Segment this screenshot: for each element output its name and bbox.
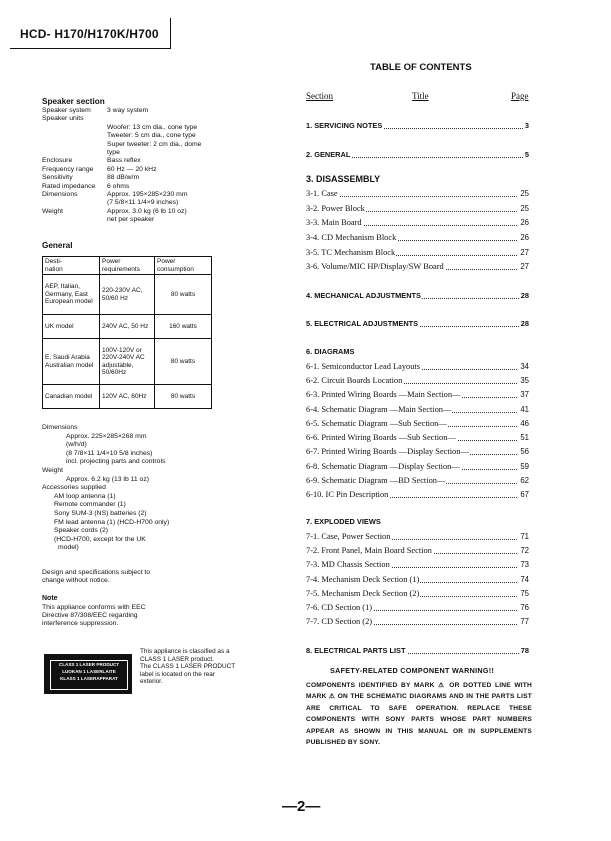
spec-label: Weight — [42, 207, 64, 215]
toc-entry — [306, 418, 529, 430]
power-table — [42, 256, 212, 409]
toc-entry-title: 3-1. Case — [306, 189, 338, 198]
toc-entry — [306, 290, 529, 302]
toc-entry-title: 2. GENERAL — [306, 150, 351, 159]
toc-entry-title: 1. SERVICING NOTES — [306, 121, 383, 130]
toc-entry-page: 25 — [520, 189, 529, 198]
spec-value: Bass reflex — [107, 157, 141, 165]
table-row — [43, 339, 212, 385]
general-spec-line: Speaker cords (2) — [54, 527, 109, 535]
eec-note-line: Directive 87/308/EEC regarding — [42, 612, 138, 620]
general-spec-line: Approx. 6.2 kg (13 lb 11 oz) — [66, 475, 149, 483]
spec-value: (7 5/8×11 1/4×9 inches) — [107, 199, 179, 207]
toc-entry-title: 3-2. Power Block — [306, 204, 365, 213]
toc-entry — [306, 375, 529, 387]
toc-entry-page: 74 — [520, 575, 529, 584]
table-row — [43, 385, 212, 409]
requirements-cell: 120V AC, 60Hz — [100, 385, 155, 409]
laser-label-text — [50, 660, 128, 690]
spec-label: Dimensions — [42, 191, 78, 198]
general-spec-line: FM lead antenna (1) (HCD-H700 only) — [54, 518, 170, 526]
toc-entry — [306, 217, 529, 229]
toc-entry-title: 8. ELECTRICAL PARTS LIST — [306, 646, 406, 655]
general-spec-line: Sony SUM-3 (NS) batteries (2) — [54, 510, 147, 517]
toc-entry-page: 35 — [520, 376, 529, 385]
toc-entry-title: 6-5. Schematic Diagram —Sub Section— — [306, 419, 447, 428]
toc-title: TABLE OF CONTENTS — [370, 62, 472, 73]
toc-entry — [306, 559, 529, 571]
toc-entry-title: 7-6. CD Section (1) — [306, 603, 373, 612]
toc-entry-page: 51 — [520, 433, 529, 442]
toc-entry-page: 27 — [520, 248, 529, 257]
laser-label-line: CLASS 1 LASER PRODUCT — [58, 662, 120, 667]
spec-label: Sensitivity — [42, 174, 73, 182]
toc-entry-page: 75 — [520, 589, 529, 598]
toc-entry-title: 6-7. Printed Wiring Boards —Display Section— — [306, 447, 469, 456]
toc-entry-page: 34 — [520, 362, 529, 371]
toc-entry — [306, 588, 529, 600]
table-row — [43, 275, 212, 315]
toc-entry-title: 3-6. Volume/MIC HP/Display/SW Board — [306, 262, 444, 271]
toc-entry-page: 76 — [520, 603, 529, 612]
model-title: HCD- H170/H170K/H700 — [20, 27, 159, 41]
toc-entry-title: 6-1. Semiconductor Lead Layouts — [306, 362, 420, 371]
toc-entry-page: 5 — [524, 150, 529, 159]
toc-entry — [306, 404, 529, 416]
toc-entry — [306, 361, 529, 373]
toc-entry-title: 5. ELECTRICAL ADJUSTMENTS — [306, 319, 419, 328]
section-column-header: Section — [306, 91, 333, 101]
toc-entry-page: 28 — [520, 319, 529, 328]
consumption-cell: 80 watts — [155, 385, 212, 409]
toc-entry — [306, 261, 529, 273]
destination-cell: E, Saudi Arabia Australian model — [43, 339, 100, 385]
requirements-cell: 220-230V AC, 50/60 Hz — [100, 275, 155, 315]
toc-entry — [306, 389, 529, 401]
general-spec-line: Accessories supplied — [42, 484, 106, 492]
toc-entry-title: 7-5. Mechanism Deck Section (2) — [306, 589, 420, 598]
toc-entry — [306, 149, 529, 161]
general-spec-line: (8 7/8×11 1/4×10 5/8 inches) — [66, 449, 153, 457]
toc-entry-title: 6-6. Printed Wiring Boards —Sub Section— — [306, 433, 456, 442]
page-column-header: Page — [511, 91, 529, 101]
laser-label-line: KLASS 1 LASERAPPARAT — [60, 676, 118, 681]
consumption-cell: 160 watts — [155, 315, 212, 339]
general-spec-line: Dimensions — [42, 424, 78, 431]
toc-entry-page: 26 — [520, 233, 529, 242]
toc-entry-page: 73 — [520, 560, 529, 569]
general-spec-line: Weight — [42, 467, 64, 474]
laser-text-line: exterior. — [140, 678, 163, 686]
general-spec-line: (w/h/d) — [66, 441, 87, 449]
toc-entry-title: 6-4. Schematic Diagram —Main Section— — [306, 405, 452, 414]
spec-value: Super tweeter: 2 cm dia., dome — [107, 140, 202, 148]
toc-entry-title: 7-4. Mechanism Deck Section (1) — [306, 575, 420, 584]
consumption-cell: 80 watts — [155, 275, 212, 315]
toc-entry — [306, 318, 529, 330]
spec-value: 3 way system — [107, 107, 149, 114]
spec-label: Speaker units — [42, 115, 84, 123]
speaker-heading: Speaker section — [42, 97, 105, 106]
spec-value: Approx. 3.0 kg (6 lb 10 oz) — [107, 207, 187, 215]
general-spec-line: Approx. 225×285×268 mm — [66, 432, 147, 440]
destination-cell: Canadian model — [43, 385, 100, 409]
toc-entry-page: 78 — [520, 646, 529, 655]
laser-text-line: label is located on the rear — [140, 670, 215, 678]
consumption-cell: 80 watts — [155, 339, 212, 385]
toc-entry — [306, 489, 529, 501]
safety-warning-heading: SAFETY-RELATED COMPONENT WARNING!! — [330, 666, 495, 675]
spec-label: Enclosure — [42, 157, 73, 165]
toc-entry — [306, 432, 529, 444]
toc-entry — [306, 203, 529, 215]
toc-entry — [306, 616, 529, 628]
requirements-cell: 100V-120V or 220V-240V AC adjustable, 50/60Hz — [100, 339, 155, 385]
spec-value: 6 ohms — [107, 182, 130, 190]
power-table-header-destination: Desti- nation — [43, 257, 100, 275]
laser-text-line: CLASS 1 LASER product. — [140, 655, 214, 663]
laser-label — [44, 654, 132, 694]
toc-entry-page: 25 — [520, 204, 529, 213]
toc-entry-title: 7-2. Front Panel, Main Board Section — [306, 546, 432, 555]
spec-value: 88 dB/w/m — [107, 174, 140, 182]
spec-value: 60 Hz — 20 kHz — [107, 165, 157, 173]
toc-entry — [306, 446, 529, 458]
general-spec-line: (HCD-H700, except for the UK — [54, 535, 146, 543]
toc-entry-title: 7-7. CD Section (2) — [306, 617, 373, 626]
general-spec-line: Remote commander (1) — [54, 501, 126, 509]
toc-entry-title: 3-3. Main Board — [306, 218, 362, 227]
toc-section-heading: 3. DISASSEMBLY — [306, 174, 381, 184]
toc-entry — [306, 120, 529, 132]
requirements-cell: 240V AC, 50 Hz — [100, 315, 155, 339]
leader-dots — [306, 196, 529, 197]
eec-note — [42, 604, 146, 629]
toc-entry — [306, 188, 529, 200]
eec-note-line: interference suppression. — [42, 620, 119, 628]
spec-value: Woofer: 13 cm dia., cone type — [107, 123, 198, 131]
laser-classification-text — [140, 648, 235, 686]
toc-entry-title: 3-5. TC Mechanism Block — [306, 248, 396, 257]
spec-value: Tweeter: 5 cm dia., cone type — [107, 132, 196, 140]
toc-entry-title: 7-1. Case, Power Section — [306, 532, 391, 541]
toc-entry-page: 3 — [524, 121, 529, 130]
general-spec-line: AM loop antenna (1) — [54, 492, 116, 500]
toc-entry — [306, 545, 529, 557]
toc-entry-page: 56 — [520, 447, 529, 456]
toc-entry-title: 6-2. Circuit Boards Location — [306, 376, 403, 385]
general-spec-line: model) — [58, 544, 79, 552]
toc-entry-page: 41 — [520, 405, 529, 414]
toc-entry — [306, 232, 529, 244]
spec-label: Rated impedance — [42, 182, 96, 190]
design-note-line: Design and specifications subject to — [42, 569, 151, 576]
toc-section-heading: 6. DIAGRAMS — [306, 347, 355, 356]
title-column-header: Title — [412, 91, 429, 101]
spec-value: type — [107, 149, 120, 156]
toc-entry-page: 28 — [520, 291, 529, 300]
toc-section-heading: 7. EXPLODED VIEWS — [306, 517, 381, 526]
toc-entry-page: 71 — [520, 532, 529, 541]
laser-text-line: The CLASS 1 LASER PRODUCT — [140, 663, 236, 671]
toc-entry-page: 27 — [520, 262, 529, 271]
toc-entry-page: 37 — [520, 390, 529, 399]
toc-entry-page: 26 — [520, 218, 529, 227]
table-row — [43, 315, 212, 339]
laser-text-line: This appliance is classified as a — [140, 648, 230, 655]
toc-entry — [306, 475, 529, 487]
eec-note-line: This appliance conforms with EEC — [42, 604, 146, 611]
design-note-line: change without notice. — [42, 577, 110, 585]
page-number: —2— — [282, 798, 321, 815]
destination-cell: AEP, Italian, Germany, East European model — [43, 275, 100, 315]
toc-entry-title: 7-3. MD Chassis Section — [306, 560, 390, 569]
toc-entry-page: 77 — [520, 617, 529, 626]
toc-entry-page: 59 — [520, 462, 529, 471]
spec-label: Speaker system — [42, 107, 91, 114]
toc-entry-title: 6-9. Schematic Diagram —BD Section— — [306, 476, 446, 485]
general-heading: General — [42, 241, 73, 250]
power-table-header-requirements: Power requirements — [100, 257, 155, 275]
safety-warning-text: COMPONENTS IDENTIFIED BY MARK ⚠ OR DOTTED LINE WITH MARK ⚠ ON THE SCHEMATIC DIAGRAMS AND IN THE PARTS LIST ARE CRITICAL TO SAFE OPERATION. REPLACE THESE COMPONENTS WITH SONY PARTS WHOSE PART NUMBERS APPEAR AS SHOWN IN THIS MANUAL OR IN SUPPLEMENTS PUBLISHED BY SONY. — [306, 682, 532, 747]
toc-entry-title: 6-10. IC Pin Description — [306, 490, 389, 499]
toc-entry — [306, 461, 529, 473]
toc-entry — [306, 574, 529, 586]
laser-label-line: LUOKAN 1 LASERLAITE — [62, 669, 116, 674]
spec-value: Approx. 195×285×230 mm — [107, 191, 188, 198]
toc-entry-page: 62 — [520, 476, 529, 485]
toc-entry-title: 4. MECHANICAL ADJUSTMENTS — [306, 291, 421, 300]
design-note — [42, 569, 150, 585]
general-spec-line: incl. projecting parts and controls — [66, 458, 166, 466]
toc-entry — [306, 645, 529, 657]
toc-entry-title: 6-3. Printed Wiring Boards —Main Section— — [306, 390, 461, 399]
note-heading: Note — [42, 595, 58, 602]
toc-entry-page: 46 — [520, 419, 529, 428]
toc-entry-page: 72 — [520, 546, 529, 555]
destination-cell: UK model — [43, 315, 100, 339]
power-table-header-consumption: Power consumption — [155, 257, 212, 275]
toc-entry-title: 3-4. CD Mechanism Block — [306, 233, 397, 242]
spec-value: net per speaker — [107, 216, 155, 224]
toc-entry — [306, 531, 529, 543]
spec-label: Frequency range — [42, 165, 94, 173]
toc-entry — [306, 247, 529, 259]
toc-entry — [306, 602, 529, 614]
toc-entry-page: 67 — [520, 490, 529, 499]
toc-entry-title: 6-8. Schematic Diagram —Display Section— — [306, 462, 460, 471]
